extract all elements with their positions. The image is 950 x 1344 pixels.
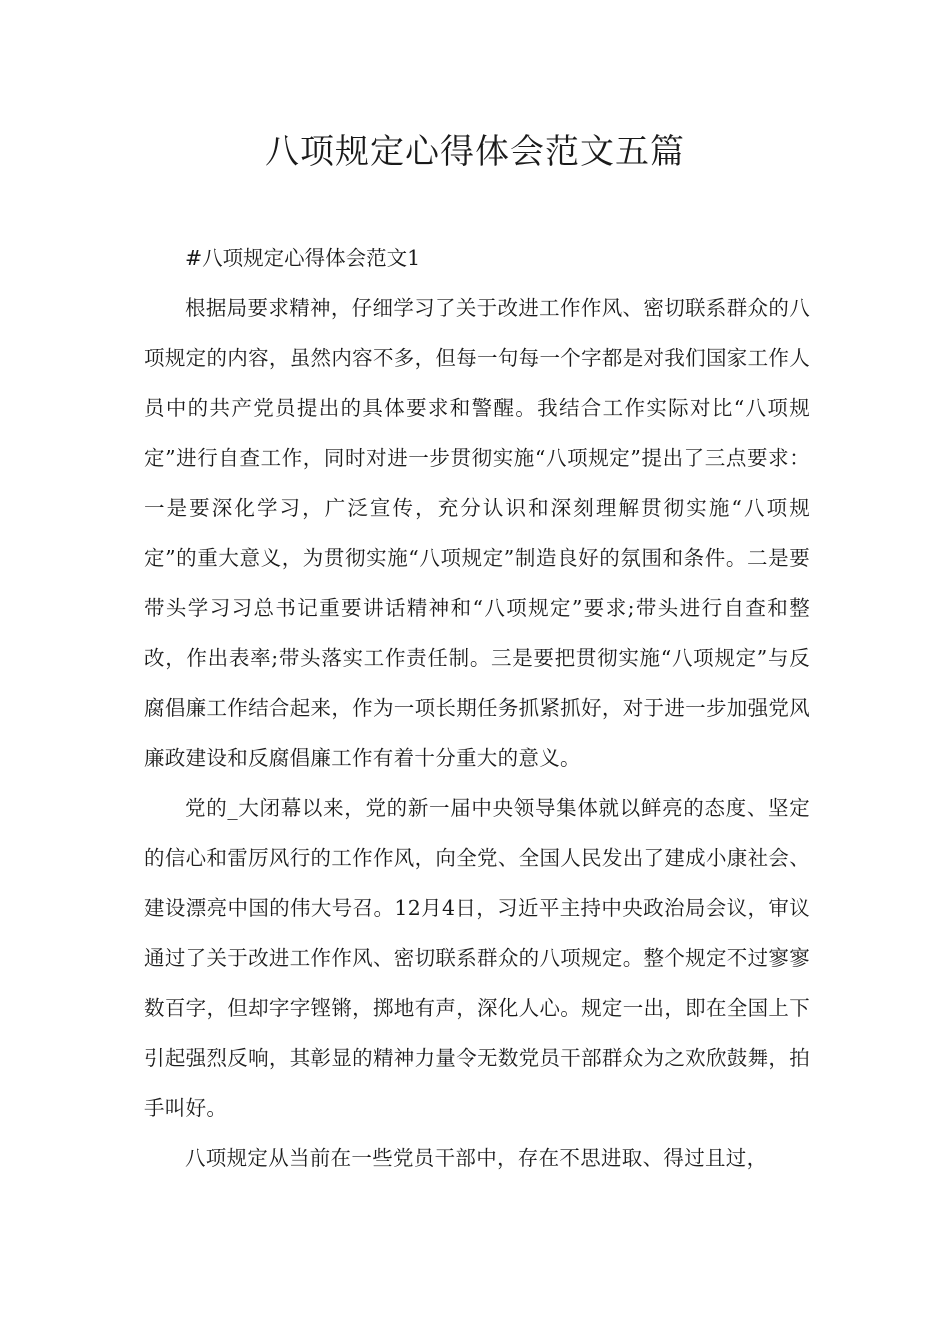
paragraph-1: 根据局要求精神，仔细学习了关于改进工作作风、密切联系群众的八项规定的内容，虽然内容不多，但每一句每一个字都是对我们国家工作人员中的共产党员提出的具体要求和警醒。我结合工作实际对比“八项规定”进行自查工作，同时对进一步贯彻实施“八项规定”提出了三点要求：一是要深化学习，广泛宣传，充分认识和深刻理解贯彻实施“八项规定”的重大意义，为贯彻实施“八项规定”制造良好的氛围和条件。二是要带头学习习总书记重要讲话精神和“八项规定”要求;带头进行自查和整改，作出表率;带头落实工作责任制。三是要把贯彻实施“八项规定”与反腐倡廉工作结合起来，作为一项长期任务抓紧抓好，对于进一步加强党风廉政建设和反腐倡廉工作有着十分重大的意义。: [144, 296, 810, 770]
paragraph-3: 八项规定从当前在一些党员干部中，存在不思进取、得过且过，: [185, 1146, 768, 1170]
section-heading: #八项规定心得体会范文1: [185, 246, 421, 270]
document-title: 八项规定心得体会范文五篇: [265, 132, 685, 172]
paragraph-2: 党的_大闭幕以来，党的新一届中央领导集体就以鲜亮的态度、坚定的信心和雷厉风行的工作作风，向全党、全国人民发出了建成小康社会、建设漂亮中国的伟大号召。12月4日，习近平主持中央政治局会议，审议通过了关于改进工作作风、密切联系群众的八项规定。整个规定不过寥寥数百字，但却字字铿锵，掷地有声，深化人心。规定一出，即在全国上下引起强烈反响，其彰显的精神力量令无数党员干部群众为之欢欣鼓舞，拍手叫好。: [144, 796, 810, 1120]
document-body: [144, 233, 810, 1183]
